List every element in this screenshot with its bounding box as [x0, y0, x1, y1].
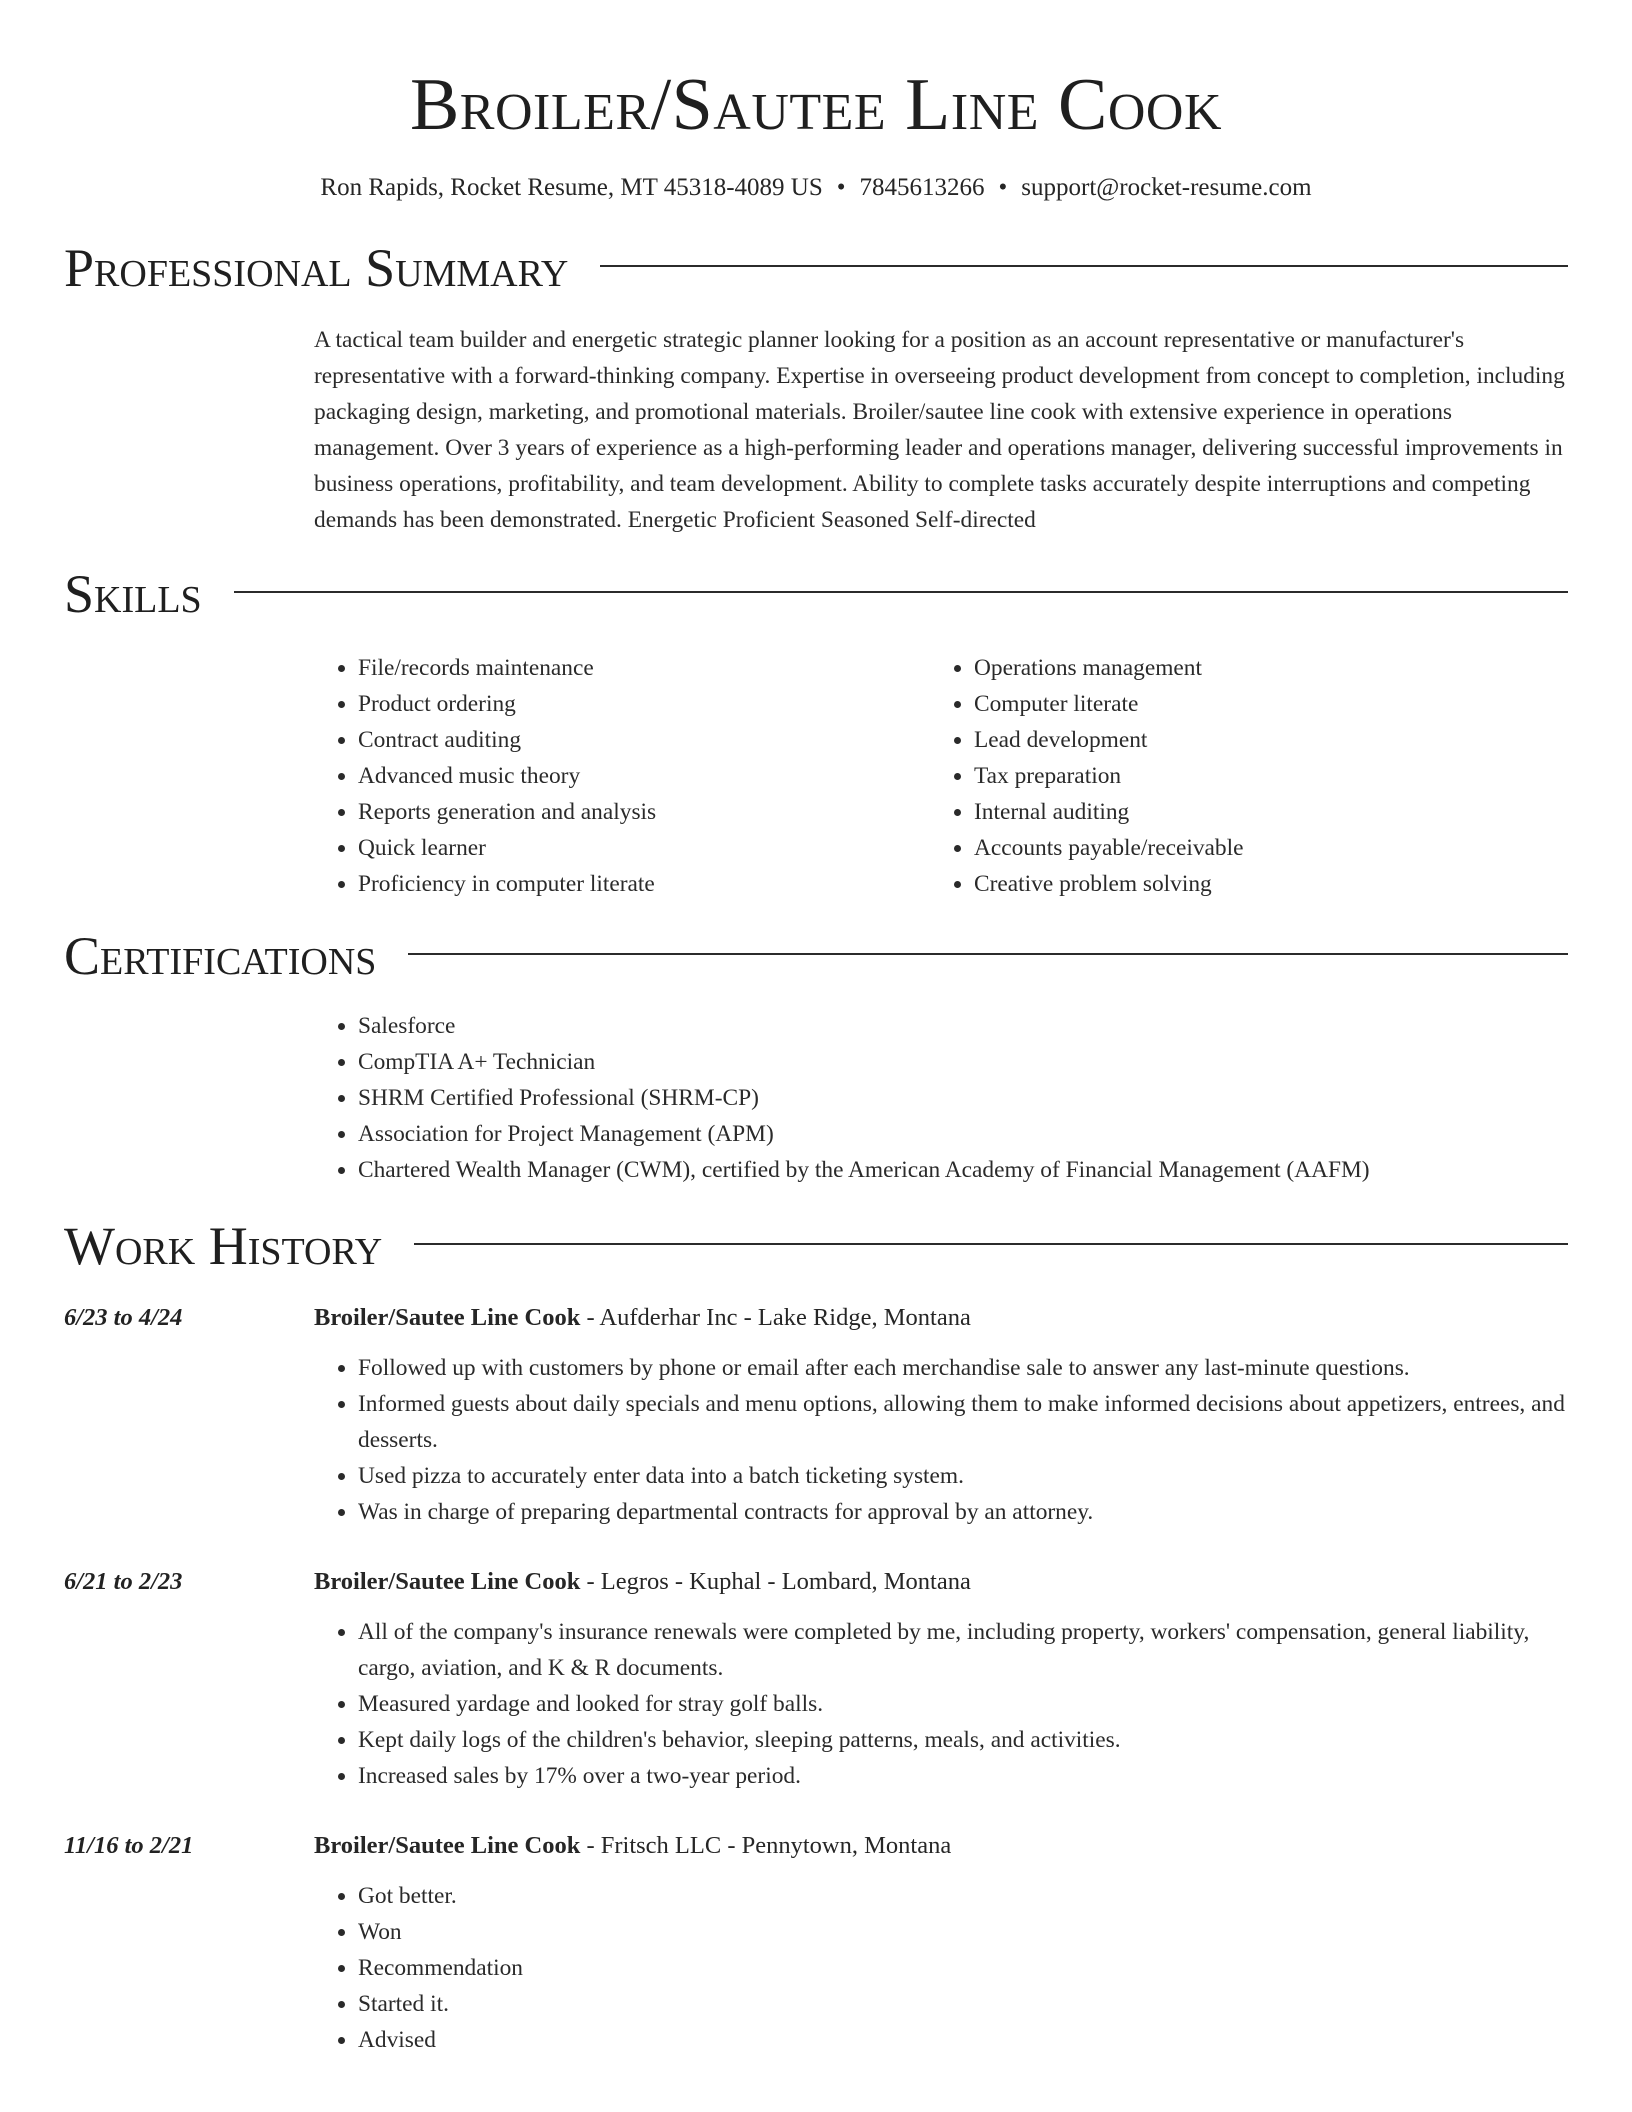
- skill-item: • Creative problem solving: [974, 866, 1546, 902]
- job-title: Broiler/Sautee Line Cook: [314, 1568, 581, 1595]
- job-duty-item: • Advised: [358, 2022, 1568, 2058]
- job-duty-item: • Was in charge of preparing departmental contracts for approval by an attorney.: [358, 1494, 1568, 1530]
- job-duties-list: [314, 1878, 1568, 2058]
- resume-page: [64, 0, 1568, 2058]
- contact-line: [64, 172, 1568, 204]
- work-history-heading: Work History: [64, 1216, 383, 1276]
- job-duty-item: • Started it.: [358, 1986, 1568, 2022]
- skill-item: • Lead development: [974, 722, 1546, 758]
- summary-text: A tactical team builder and energetic strategic planner looking for a position as an account representative or manufacturer's representative with a forward-thinking company. Expertise in overseeing product development from concept to completion, including packaging design, marketing, and promotional materials. Broiler/sautee line cook with extensive experience in operations management. Over 3 years of experience as a high-performing leader and operations manager, delivering successful improvements in business operations, profitability, and team development. Ability to complete tasks accurately despite interruptions and competing demands has been demonstrated. Energetic Proficient Seasoned Self-directed: [314, 327, 1565, 533]
- skill-item: • Operations management: [974, 650, 1546, 686]
- skill-item: • Internal auditing: [974, 794, 1546, 830]
- job-header: [64, 1300, 1568, 1336]
- job-dates: 6/21 to 2/23: [64, 1568, 183, 1595]
- job-employer: - Aufderhar Inc - Lake Ridge, Montana: [580, 1304, 971, 1331]
- contact-email: support@rocket-resume.com: [1021, 174, 1312, 201]
- skills-section-header: [64, 564, 1568, 624]
- summary-section-header: [64, 238, 1568, 298]
- job-entry: [64, 1564, 1568, 1794]
- skills-section: [314, 650, 1568, 902]
- job-entry: [64, 1300, 1568, 1530]
- job-duties-list: [314, 1350, 1568, 1530]
- skill-item: • Tax preparation: [974, 758, 1546, 794]
- skills-list-right: [930, 650, 1546, 902]
- job-dates: 11/16 to 2/21: [64, 1832, 194, 1859]
- skill-item: • Reports generation and analysis: [358, 794, 930, 830]
- section-divider: [408, 953, 1568, 955]
- job-header: [64, 1828, 1568, 1864]
- job-employer: - Fritsch LLC - Pennytown, Montana: [580, 1832, 952, 1859]
- certifications-list: [314, 1008, 1568, 1188]
- job-title-line: [314, 1828, 951, 1864]
- job-duty-item: • Won: [358, 1914, 1568, 1950]
- section-divider: [234, 591, 1568, 593]
- job-duty-item: • Used pizza to accurately enter data into a batch ticketing system.: [358, 1458, 1568, 1494]
- certifications-section: [314, 1008, 1568, 1188]
- job-title-line: [314, 1564, 971, 1600]
- skill-item: • File/records maintenance: [358, 650, 930, 686]
- job-duties-list: [314, 1614, 1568, 1794]
- job-title-line: [314, 1300, 971, 1336]
- skills-list-left: [314, 650, 930, 902]
- skill-item: • Quick learner: [358, 830, 930, 866]
- job-duty-item: • Informed guests about daily specials and menu options, allowing them to make informed decisions about appetizers, entrees, and desserts.: [358, 1386, 1568, 1458]
- resume-name: Broiler/Sautee Line Cook: [409, 64, 1223, 146]
- skill-item: • Contract auditing: [358, 722, 930, 758]
- contact-separator: •: [836, 174, 846, 201]
- job-duty-item: • Increased sales by 17% over a two-year period.: [358, 1758, 1568, 1794]
- contact-address: Ron Rapids, Rocket Resume, MT 45318-4089 US: [320, 174, 823, 201]
- job-title: Broiler/Sautee Line Cook: [314, 1304, 581, 1331]
- job-duty-item: • Got better.: [358, 1878, 1568, 1914]
- certification-item: • Chartered Wealth Manager (CWM), certified by the American Academy of Financial Management (AAFM): [358, 1152, 1568, 1188]
- job-duty-item: • Kept daily logs of the children's behavior, sleeping patterns, meals, and activities.: [358, 1722, 1568, 1758]
- skill-item: • Proficiency in computer literate: [358, 866, 930, 902]
- job-duty-item: • Measured yardage and looked for stray golf balls.: [358, 1686, 1568, 1722]
- certifications-section-header: [64, 926, 1568, 986]
- certifications-heading: Certifications: [64, 926, 377, 986]
- job-duty-item: • Followed up with customers by phone or email after each merchandise sale to answer any last-minute questions.: [358, 1350, 1568, 1386]
- work-history-section-header: [64, 1216, 1568, 1276]
- certification-item: • CompTIA A+ Technician: [358, 1044, 1568, 1080]
- job-employer: - Legros - Kuphal - Lombard, Montana: [580, 1568, 971, 1595]
- skill-item: • Advanced music theory: [358, 758, 930, 794]
- skill-item: • Product ordering: [358, 686, 930, 722]
- contact-phone: 7845613266: [859, 174, 985, 201]
- job-title: Broiler/Sautee Line Cook: [314, 1832, 581, 1859]
- certification-item: • Association for Project Management (APM): [358, 1116, 1568, 1152]
- job-header: [64, 1564, 1568, 1600]
- section-divider: [600, 265, 1568, 267]
- summary-section: [314, 322, 1568, 538]
- certification-item: • SHRM Certified Professional (SHRM-CP): [358, 1080, 1568, 1116]
- job-duties: [314, 1350, 1568, 1530]
- contact-separator: •: [998, 174, 1008, 201]
- skill-item: • Computer literate: [974, 686, 1546, 722]
- summary-heading: Professional Summary: [64, 238, 569, 298]
- job-duties: [314, 1878, 1568, 2058]
- job-duty-item: • All of the company's insurance renewals were completed by me, including property, workers' compensation, general liability, cargo, aviation, and K & R documents.: [358, 1614, 1568, 1686]
- skill-item: • Accounts payable/receivable: [974, 830, 1546, 866]
- certification-item: • Salesforce: [358, 1008, 1568, 1044]
- job-dates: 6/23 to 4/24: [64, 1304, 183, 1331]
- job-duties: [314, 1614, 1568, 1794]
- job-entry: [64, 1828, 1568, 2058]
- skills-heading: Skills: [64, 564, 202, 624]
- section-divider: [414, 1243, 1568, 1245]
- job-duty-item: • Recommendation: [358, 1950, 1568, 1986]
